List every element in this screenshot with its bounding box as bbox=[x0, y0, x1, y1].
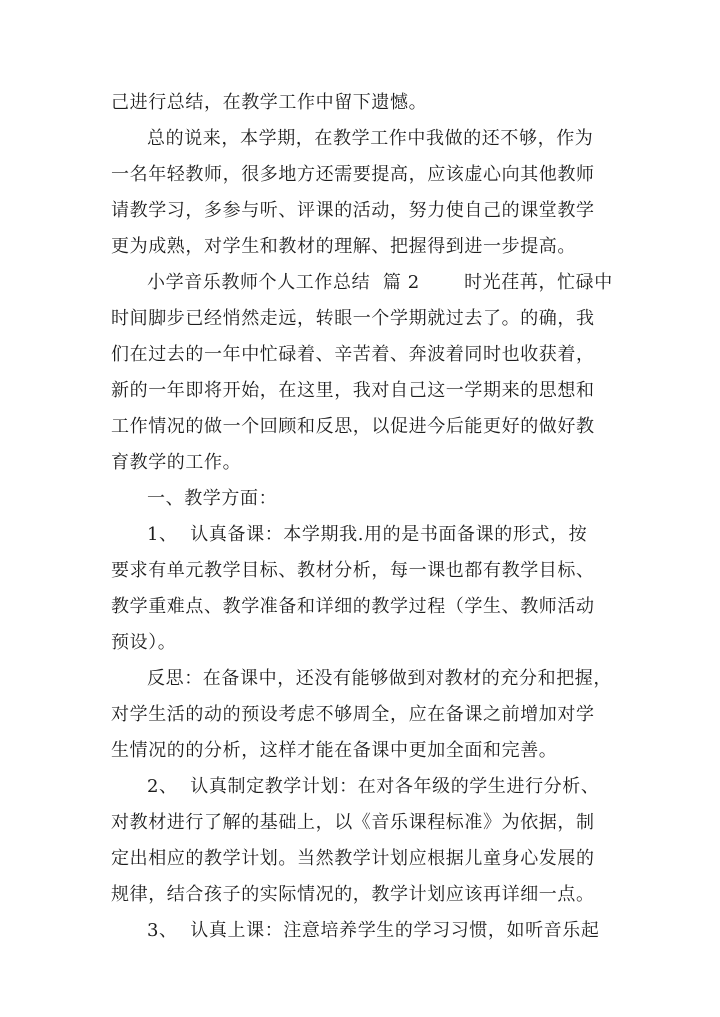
numbered-item-line: 1、 认真备课：本学期我.用的是书面备课的形式，按 bbox=[147, 524, 588, 545]
text-line: 己进行总结，在教学工作中留下遗憾。 bbox=[111, 92, 428, 113]
text-line: 们在过去的一年中忙碌着、辛苦着、奔波着同时也收获着， bbox=[111, 344, 595, 365]
text-line: 育教学的工作。 bbox=[111, 452, 242, 473]
text-line: 生情况的的分析，这样才能在备课中更加全面和完善。 bbox=[111, 740, 558, 761]
text-line: 要求有单元教学目标、教材分析，每一课也都有教学目标、 bbox=[111, 560, 595, 581]
text-line: 预设）。 bbox=[111, 632, 177, 653]
text-line: 规律，结合孩子的实际情况的，教学计划应该再详细一点。 bbox=[111, 884, 595, 905]
text-line: 教学重难点、教学准备和详细的教学过程（学生、教师活动 bbox=[111, 596, 595, 617]
text-line: 时间脚步已经悄然走远，转眼一个学期就过去了。的确，我 bbox=[111, 308, 595, 329]
subheading-line: 一、教学方面： bbox=[147, 488, 278, 509]
text-line: 定出相应的教学计划。当然教学计划应根据儿童身心发展的 bbox=[111, 848, 595, 869]
text-line: 新的一年即将开始，在这里，我对自己这一学期来的思想和 bbox=[111, 380, 595, 401]
text-line: 请教学习，多参与听、评课的活动，努力使自己的课堂教学 bbox=[111, 200, 595, 221]
paragraph-start-line: 总的说来，本学期，在教学工作中我做的还不够，作为 bbox=[147, 128, 594, 149]
paragraph-start-line: 反思：在备课中，还没有能够做到对教材的充分和把握， bbox=[147, 668, 612, 689]
numbered-item-line: 2、 认真制定教学计划：在对各年级的学生进行分析、 bbox=[147, 776, 600, 797]
section-heading-line: 小学音乐教师个人工作总结 篇 2 时光荏苒，忙碌中 bbox=[147, 272, 613, 293]
numbered-item-line: 3、 认真上课：注意培养学生的学习习惯，如听音乐起 bbox=[147, 920, 600, 941]
text-line: 对学生活的动的预设考虑不够周全，应在备课之前增加对学 bbox=[111, 704, 595, 725]
text-line: 更为成熟，对学生和教材的理解、把握得到进一步提高。 bbox=[111, 236, 576, 257]
text-line: 工作情况的做一个回顾和反思，以促进今后能更好的做好教 bbox=[111, 416, 595, 437]
text-line: 一名年轻教师，很多地方还需要提高，应该虚心向其他教师 bbox=[111, 164, 595, 185]
text-line: 对教材进行了解的基础上，以《音乐课程标准》为依据，制 bbox=[111, 812, 595, 833]
